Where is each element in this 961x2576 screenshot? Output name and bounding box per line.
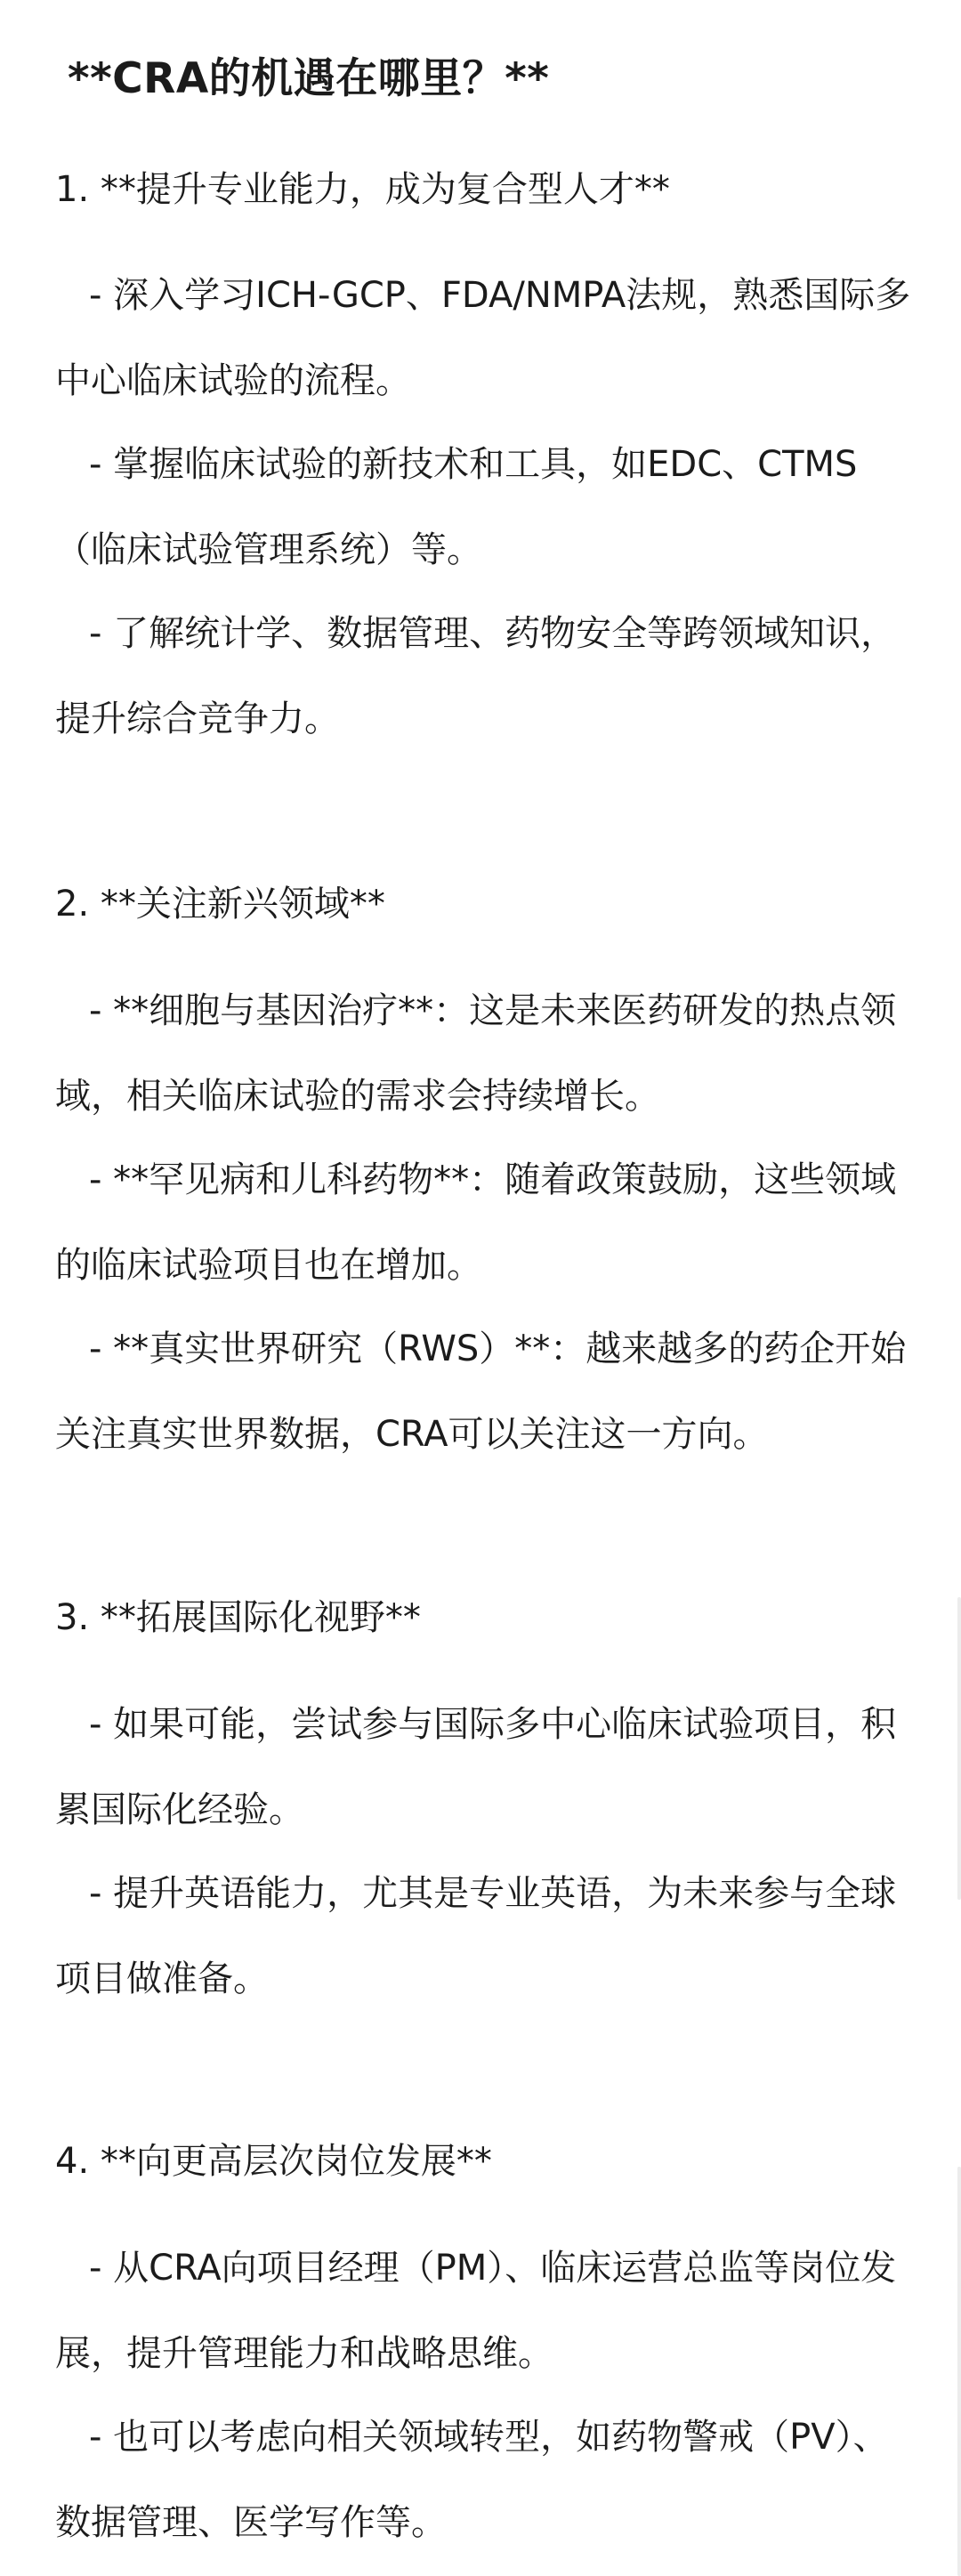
point-text: - 如果可能，尝试参与国际多中心临床试验项目，积累国际化经验。 xyxy=(55,1704,897,1830)
section-1-point-3 xyxy=(55,591,911,762)
section-heading-1: 1. **提升专业能力，成为复合型人才** xyxy=(55,169,670,210)
point-text: - **罕见病和儿科药物**：随着政策鼓励，这些领域的临床试验项目也在增加。 xyxy=(55,1159,897,1286)
section-heading-3: 3. **拓展国际化视野** xyxy=(55,1597,421,1638)
point-text: - 掌握临床试验的新技术和工具，如EDC、CTMS（临床试验管理系统）等。 xyxy=(55,444,858,570)
section-heading-4: 4. **向更高层次岗位发展** xyxy=(55,2141,492,2182)
section-2-point-3 xyxy=(55,1306,911,1477)
section-4-point-2 xyxy=(55,2394,911,2565)
point-text: - 了解统计学、数据管理、药物安全等跨领域知识，提升综合竞争力。 xyxy=(55,613,897,739)
section-1-point-1 xyxy=(55,253,911,424)
section-heading-2: 2. **关注新兴领域** xyxy=(55,884,385,925)
section-2-point-1 xyxy=(55,968,911,1139)
section-1-point-2 xyxy=(55,422,911,593)
point-text: - 从CRA向项目经理（PM）、临床运营总监等岗位发展，提升管理能力和战略思维。 xyxy=(55,2248,897,2374)
point-text: - **真实世界研究（RWS）**：越来越多的药企开始关注真实世界数据，CRA可以关注这一方向。 xyxy=(55,1328,907,1455)
section-2-point-2 xyxy=(55,1137,911,1308)
section-3-point-1 xyxy=(55,1682,911,1853)
scrollbar-track[interactable] xyxy=(957,2167,961,2576)
scrollbar-track[interactable] xyxy=(957,1597,961,1900)
point-text: - **细胞与基因治疗**：这是未来医药研发的热点领域，相关临床试验的需求会持续增长。 xyxy=(55,990,897,1117)
point-text: - 提升英语能力，尤其是专业英语，为未来参与全球项目做准备。 xyxy=(55,1873,897,1999)
article-title: **CRA的机遇在哪里？** xyxy=(68,54,550,103)
section-3-point-2 xyxy=(55,1851,911,2022)
point-text: - 深入学习ICH-GCP、FDA/NMPA法规，熟悉国际多中心临床试验的流程。 xyxy=(55,275,911,401)
point-text: - 也可以考虑向相关领域转型，如药物警戒（PV）、数据管理、医学写作等。 xyxy=(55,2417,889,2543)
section-4-point-1 xyxy=(55,2225,911,2396)
